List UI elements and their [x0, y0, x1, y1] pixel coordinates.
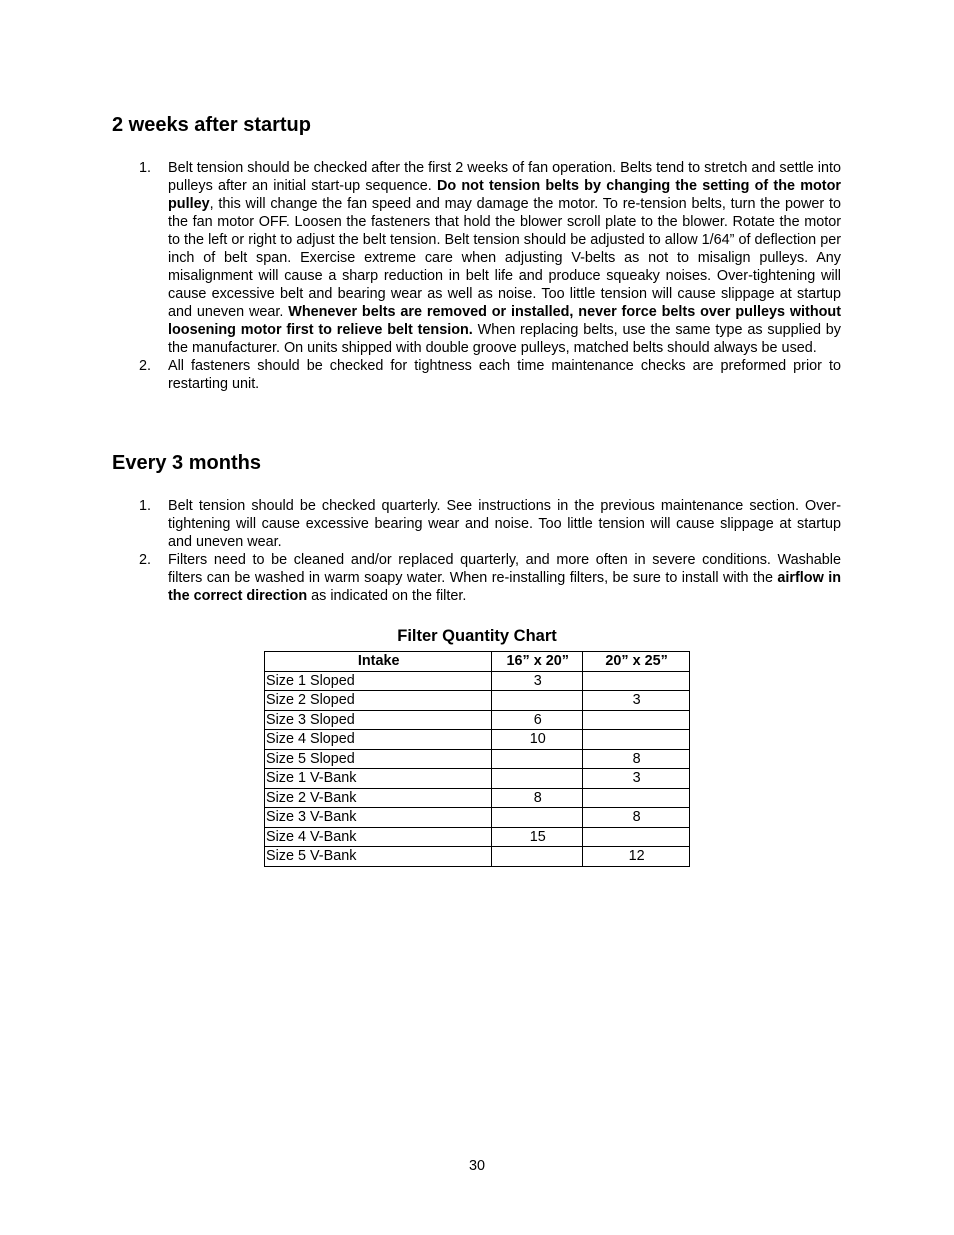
qty-16x20-cell	[492, 691, 583, 711]
header-intake: Intake	[265, 652, 492, 672]
qty-16x20-cell: 3	[492, 671, 583, 691]
table-row	[265, 710, 690, 730]
body-text: as indicated on the filter.	[307, 588, 467, 604]
qty-20x25-cell	[583, 710, 690, 730]
qty-16x20-cell: 8	[492, 788, 583, 808]
qty-20x25-cell: 8	[583, 749, 690, 769]
body-text: When replacing belts, use the same type as supplied by the manufacturer. On units shipped with double groove pulleys, matched belts should always be used.	[168, 322, 841, 356]
list-item-number: 1.	[139, 160, 152, 176]
header-16x20: 16” x 20”	[492, 652, 583, 672]
body-text: All fasteners should be checked for tightness each time maintenance checks are preformed prior to restarting unit.	[168, 358, 841, 392]
qty-16x20-cell	[492, 769, 583, 789]
table-header-row	[265, 652, 690, 672]
intake-cell: Size 1 Sloped	[265, 671, 492, 691]
qty-20x25-cell	[583, 827, 690, 847]
list-item-number: 1.	[139, 498, 152, 514]
list-item	[139, 159, 841, 357]
intake-cell: Size 2 V-Bank	[265, 788, 492, 808]
qty-20x25-cell: 12	[583, 847, 690, 867]
bold-text: Whenever belts are removed or installed, never force belts over pulleys without loosening motor first to relieve belt tension.	[168, 304, 841, 338]
list-item	[139, 497, 841, 551]
table-row	[265, 749, 690, 769]
body-text: Belt tension should be checked quarterly. See instructions in the previous maintenance section. Over-tightening will cause excessive bearing wear and noise. Too little tension will cause slippage at startup and uneven wear.	[168, 498, 841, 550]
intake-cell: Size 4 V-Bank	[265, 827, 492, 847]
qty-20x25-cell	[583, 671, 690, 691]
bold-text: airflow in the correct direction	[168, 570, 841, 604]
table-row	[265, 691, 690, 711]
filter-chart-title: Filter Quantity Chart	[397, 627, 557, 645]
section-heading-2-weeks: 2 weeks after startup	[112, 114, 311, 136]
qty-20x25-cell: 8	[583, 808, 690, 828]
qty-16x20-cell: 15	[492, 827, 583, 847]
header-20x25: 20” x 25”	[583, 652, 690, 672]
body-text: Belt tension should be checked after the first 2 weeks of fan operation. Belts tend to stretch and settle into pulleys after an initial start-up sequence.	[168, 160, 841, 194]
qty-16x20-cell	[492, 808, 583, 828]
intake-cell: Size 4 Sloped	[265, 730, 492, 750]
qty-16x20-cell	[492, 847, 583, 867]
qty-16x20-cell: 10	[492, 730, 583, 750]
table-row	[265, 730, 690, 750]
body-text: Filters need to be cleaned and/or replaced quarterly, and more often in severe conditions. Washable filters can be washed in warm soapy water. When re-installing filters, be sure to install with the	[168, 552, 841, 586]
qty-16x20-cell: 6	[492, 710, 583, 730]
intake-cell: Size 3 V-Bank	[265, 808, 492, 828]
filter-table-body	[265, 671, 690, 866]
section-heading-3-months: Every 3 months	[112, 452, 261, 474]
table-row	[265, 827, 690, 847]
list-item-number: 2.	[139, 552, 152, 568]
list-item	[139, 357, 841, 393]
table-row	[265, 788, 690, 808]
intake-cell: Size 1 V-Bank	[265, 769, 492, 789]
qty-20x25-cell: 3	[583, 769, 690, 789]
intake-cell: Size 5 Sloped	[265, 749, 492, 769]
page-number: 30	[468, 1158, 485, 1174]
list-item	[139, 551, 841, 605]
intake-cell: Size 3 Sloped	[265, 710, 492, 730]
list-item-number: 2.	[139, 358, 152, 374]
qty-20x25-cell	[583, 730, 690, 750]
bold-text: Do not tension belts by changing the setting of the motor pulley	[168, 178, 841, 212]
table-row	[265, 671, 690, 691]
intake-cell: Size 5 V-Bank	[265, 847, 492, 867]
intake-cell: Size 2 Sloped	[265, 691, 492, 711]
maintenance-list-2-weeks	[139, 159, 841, 393]
body-text: , this will change the fan speed and may damage the motor. To re-tension belts, turn the power to the fan motor OFF. Loosen the fasteners that hold the blower scroll plate to the blower. Rotate the motor to the left or right to adjust the belt tension. Belt tension should be adjusted to allow 1/64” of deflection per inch of belt span. Exercise extreme care when adjusting V-belts as not to misalign pulleys. Any misalignment will cause a sharp reduction in belt life and produce squeaky noises. Over-tightening will cause excessive belt and bearing wear as well as noise. Too little tension will cause slippage at startup and uneven wear.	[168, 196, 841, 320]
qty-20x25-cell: 3	[583, 691, 690, 711]
table-row	[265, 769, 690, 789]
qty-20x25-cell	[583, 788, 690, 808]
qty-16x20-cell	[492, 749, 583, 769]
filter-quantity-table	[264, 651, 690, 867]
table-row	[265, 847, 690, 867]
table-row	[265, 808, 690, 828]
maintenance-list-3-months	[139, 497, 841, 605]
